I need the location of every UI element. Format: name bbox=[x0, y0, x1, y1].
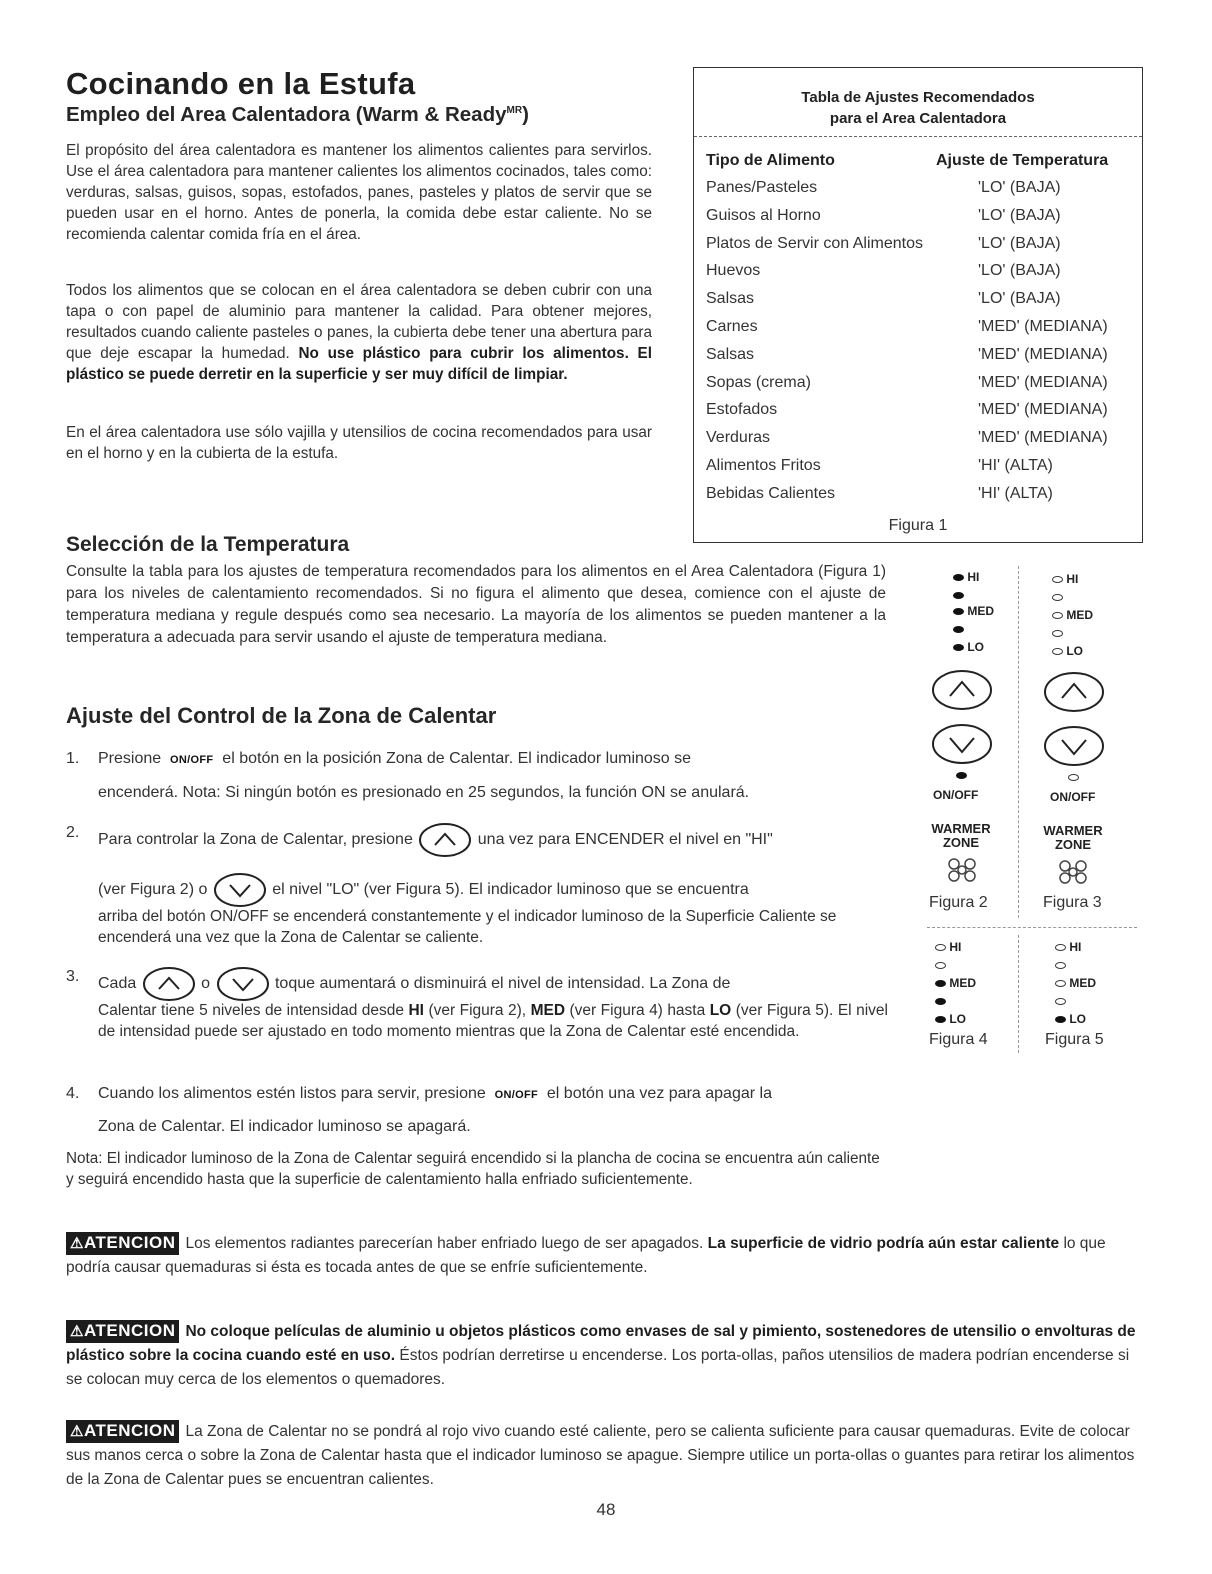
fig2-med-indicator: MED bbox=[953, 604, 994, 618]
food-type-cell: Salsas bbox=[706, 345, 755, 363]
figure-1-caption: Figura 1 bbox=[888, 517, 948, 534]
warning-triangle-icon: ⚠ bbox=[70, 1423, 84, 1440]
paragraph-cookware: En el área calentadora use sólo vajilla y utensilios de cocina recomendados para usar en el horno y en la cubierta de la estufa. bbox=[66, 424, 652, 462]
table-header bbox=[706, 152, 1130, 170]
section-heading-warm-ready: Empleo del Area Calentadora (Warm & Ready$^{MR}$) bbox=[66, 103, 529, 126]
fig3-onoff-label: ON/OFF bbox=[1050, 790, 1096, 804]
section-heading-control: Ajuste del Control de la Zona de Calentar bbox=[66, 703, 497, 728]
figure-divider-vertical bbox=[1018, 566, 1019, 918]
paragraph-cover: Todos los alimentos que se colocan en el área calentadora se deben cubrir con una tapa o con papel de aluminio para mantener la calidad. Para obtener mejores, resultados cuando caliente pasteles o panes, la cubierta debe tener una abertura para que deje escapar la humedad. No use plástico para cubrir los alimentos. El plástico se puede derretir en la superficie y ser muy difícil de limpiar. bbox=[66, 282, 652, 383]
table-row bbox=[706, 262, 1132, 290]
temperature-setting-cell: 'MED' (MEDIANA) bbox=[978, 429, 1108, 447]
table-row bbox=[706, 457, 1132, 485]
down-arrow-icon bbox=[215, 966, 271, 1002]
warmer-zone-icon bbox=[1055, 857, 1091, 885]
warning-triangle-icon: ⚠ bbox=[70, 1323, 84, 1340]
temperature-setting-cell: 'HI' (ALTA) bbox=[978, 457, 1053, 474]
col-temperature: Ajuste de Temperatura bbox=[936, 152, 1109, 169]
fig5-dot bbox=[1055, 958, 1066, 972]
fig5-lo-indicator: LO bbox=[1055, 1012, 1086, 1026]
fig3-hi-indicator: HI bbox=[1052, 572, 1078, 586]
table-divider bbox=[694, 136, 1142, 137]
fig4-lo-indicator: LO bbox=[935, 1012, 966, 1026]
table-row bbox=[706, 235, 1132, 263]
temperature-setting-cell: 'LO' (BAJA) bbox=[978, 234, 1061, 252]
paragraph-purpose: El propósito del área calentadora es mantener los alimentos calientes para servirlos. Use el área calentadora para mantener calientes los alimentos cocinados, tales como: verduras, salsas, guisos, sopas, estofados, panes, pasteles y platos de servir que se pueden usar en el horno. Antes de ponerla, la comida debe estar caliente. No se recomienda calentar comida fría en el área. bbox=[66, 142, 652, 243]
temperature-setting-cell: 'LO' (BAJA) bbox=[978, 179, 1061, 196]
food-type-cell: Verduras bbox=[706, 429, 771, 447]
food-type-cell: Huevos bbox=[706, 262, 761, 280]
temperature-setting-cell: 'LO' (BAJA) bbox=[978, 290, 1061, 308]
temperature-setting-cell: 'MED' (MEDIANA) bbox=[978, 373, 1108, 391]
fig3-med-indicator: MED bbox=[1052, 608, 1093, 622]
fig2-hi-indicator: HI bbox=[953, 570, 979, 584]
page-number: 48 bbox=[596, 1500, 616, 1519]
attention-badge: ⚠ATENCION bbox=[66, 1320, 179, 1343]
table-row bbox=[706, 485, 1132, 513]
temperature-setting-cell: 'MED' (MEDIANA) bbox=[978, 401, 1108, 419]
figure-4-caption: Figura 4 bbox=[929, 1031, 988, 1048]
figure-3-caption: Figura 3 bbox=[1043, 894, 1102, 911]
fig5-dot bbox=[1055, 994, 1066, 1008]
fig2-onoff-dot bbox=[956, 768, 967, 782]
food-type-cell: Sopas (crema) bbox=[706, 373, 811, 391]
fig5-med-indicator: MED bbox=[1055, 976, 1096, 990]
table-row bbox=[706, 318, 1132, 346]
table-row bbox=[706, 346, 1132, 374]
figure-divider-vertical-2 bbox=[1018, 935, 1019, 1053]
figure-2-caption: Figura 2 bbox=[929, 894, 988, 911]
food-type-cell: Bebidas Calientes bbox=[706, 484, 835, 502]
food-type-cell: Panes/Pasteles bbox=[706, 179, 818, 196]
table-title: Tabla de Ajustes Recomendados para el Area Calentadora bbox=[801, 89, 1035, 127]
table-row bbox=[706, 207, 1132, 235]
fig3-dot bbox=[1052, 626, 1063, 640]
fig3-onoff-dot bbox=[1068, 770, 1079, 784]
onoff-label: ON/OFF bbox=[494, 1089, 539, 1101]
fig3-lo-indicator: LO bbox=[1052, 644, 1083, 658]
temperature-setting-cell: 'MED' (MEDIANA) bbox=[978, 345, 1108, 363]
attention-badge: ⚠ATENCION bbox=[66, 1420, 179, 1443]
recommended-settings-table bbox=[693, 67, 1143, 543]
fig3-warmer-zone-label: WARMER ZONE bbox=[1043, 823, 1103, 852]
warning-1: ⚠ATENCION Los elementos radiantes parecerían haber enfriado luego de ser apagados. La superficie de vidrio podría aún estar caliente lo que podría causar quemaduras si ésta es tocada antes de que se enfríe suficientemente. bbox=[66, 1233, 1106, 1276]
up-arrow-icon bbox=[141, 966, 197, 1002]
fig4-dot bbox=[935, 958, 946, 972]
section-heading-temperature: Selección de la Temperatura bbox=[66, 533, 350, 556]
fig4-dot bbox=[935, 994, 946, 1008]
col-food-type: Tipo de Alimento bbox=[706, 152, 835, 169]
food-type-cell: Carnes bbox=[706, 318, 758, 335]
down-arrow-icon bbox=[212, 872, 268, 908]
page-title: Cocinando en la Estufa bbox=[66, 66, 416, 101]
fig2-warmer-zone-label: WARMER ZONE bbox=[931, 821, 991, 850]
table-row bbox=[706, 401, 1132, 429]
fig2-dot bbox=[953, 622, 964, 636]
table-row bbox=[706, 374, 1132, 402]
food-type-cell: Alimentos Fritos bbox=[706, 457, 821, 474]
figure-5-caption: Figura 5 bbox=[1045, 1031, 1104, 1048]
warning-triangle-icon: ⚠ bbox=[70, 1235, 84, 1252]
onoff-label: ON/OFF bbox=[170, 754, 214, 766]
food-type-cell: Estofados bbox=[706, 401, 778, 419]
figure-divider-horizontal bbox=[927, 927, 1137, 928]
fig3-dot bbox=[1052, 590, 1063, 604]
table-row bbox=[706, 290, 1132, 318]
food-type-cell: Guisos al Horno bbox=[706, 206, 821, 224]
up-arrow-icon bbox=[930, 668, 994, 712]
warning-3: ⚠ATENCION La Zona de Calentar no se pondrá al rojo vivo cuando esté caliente, pero se calienta suficiente para causar quemaduras. Evite de colocar sus manos cerca o sobre la Zona de Calentar hasta que el indicador luminoso se apague. Siempre utilice un porta-ollas o guantes para retirar los alimentos de la Zona de Calentar pues se encuentran calientes. bbox=[66, 1421, 1135, 1488]
paragraph-temperature: Consulte la tabla para los ajustes de temperatura recomendados para los alimentos en el Area Calentadora (Figura 1) para los niveles de calentamiento recomendados. Si no figura el alimento que desea, comience con el ajuste de temperatura mediana y regule después como sea necesario. La mayoría de los alimentos se pueden mantener a la temperatura a adecuada para servir usando el ajuste de temperatura mediana. bbox=[66, 563, 886, 646]
up-arrow-icon bbox=[417, 822, 473, 858]
up-arrow-icon bbox=[1042, 670, 1106, 714]
food-type-cell: Salsas bbox=[706, 290, 755, 308]
fig2-onoff-label: ON/OFF bbox=[933, 788, 979, 802]
fig4-hi-indicator: HI bbox=[935, 940, 961, 954]
food-type-cell: Platos de Servir con Alimentos bbox=[706, 234, 923, 252]
warning-2: ⚠ATENCION No coloque películas de aluminio u objetos plásticos como envases de sal y pimiento, sostenedores de utensilio o envolturas de plástico sobre la cocina cuando esté en uso. Éstos podrían derretirse u encenderse. Los porta-ollas, paños utensilios de madera podrían encenderse si se colocan muy cerca de los elementos o quemadores. bbox=[66, 1321, 1136, 1388]
fig4-med-indicator: MED bbox=[935, 976, 976, 990]
down-arrow-icon bbox=[1042, 724, 1106, 768]
attention-badge: ⚠ATENCION bbox=[66, 1232, 179, 1255]
warmer-zone-icon bbox=[944, 855, 980, 883]
fig2-dot bbox=[953, 588, 964, 602]
fig2-lo-indicator: LO bbox=[953, 640, 984, 654]
temperature-setting-cell: 'LO' (BAJA) bbox=[978, 262, 1061, 280]
table-row bbox=[706, 429, 1132, 457]
table-row bbox=[706, 179, 1132, 207]
temperature-setting-cell: 'MED' (MEDIANA) bbox=[978, 318, 1108, 335]
temperature-setting-cell: 'LO' (BAJA) bbox=[978, 206, 1061, 224]
down-arrow-icon bbox=[930, 722, 994, 766]
temperature-setting-cell: 'HI' (ALTA) bbox=[978, 484, 1053, 502]
fig5-hi-indicator: HI bbox=[1055, 940, 1081, 954]
note-paragraph: Nota: El indicador luminoso de la Zona de Calentar seguirá encendido si la plancha de cocina se encuentra aún caliente y seguirá encendido hasta que la superficie de calentamiento halla enfriado suficientemente. bbox=[66, 1150, 880, 1188]
